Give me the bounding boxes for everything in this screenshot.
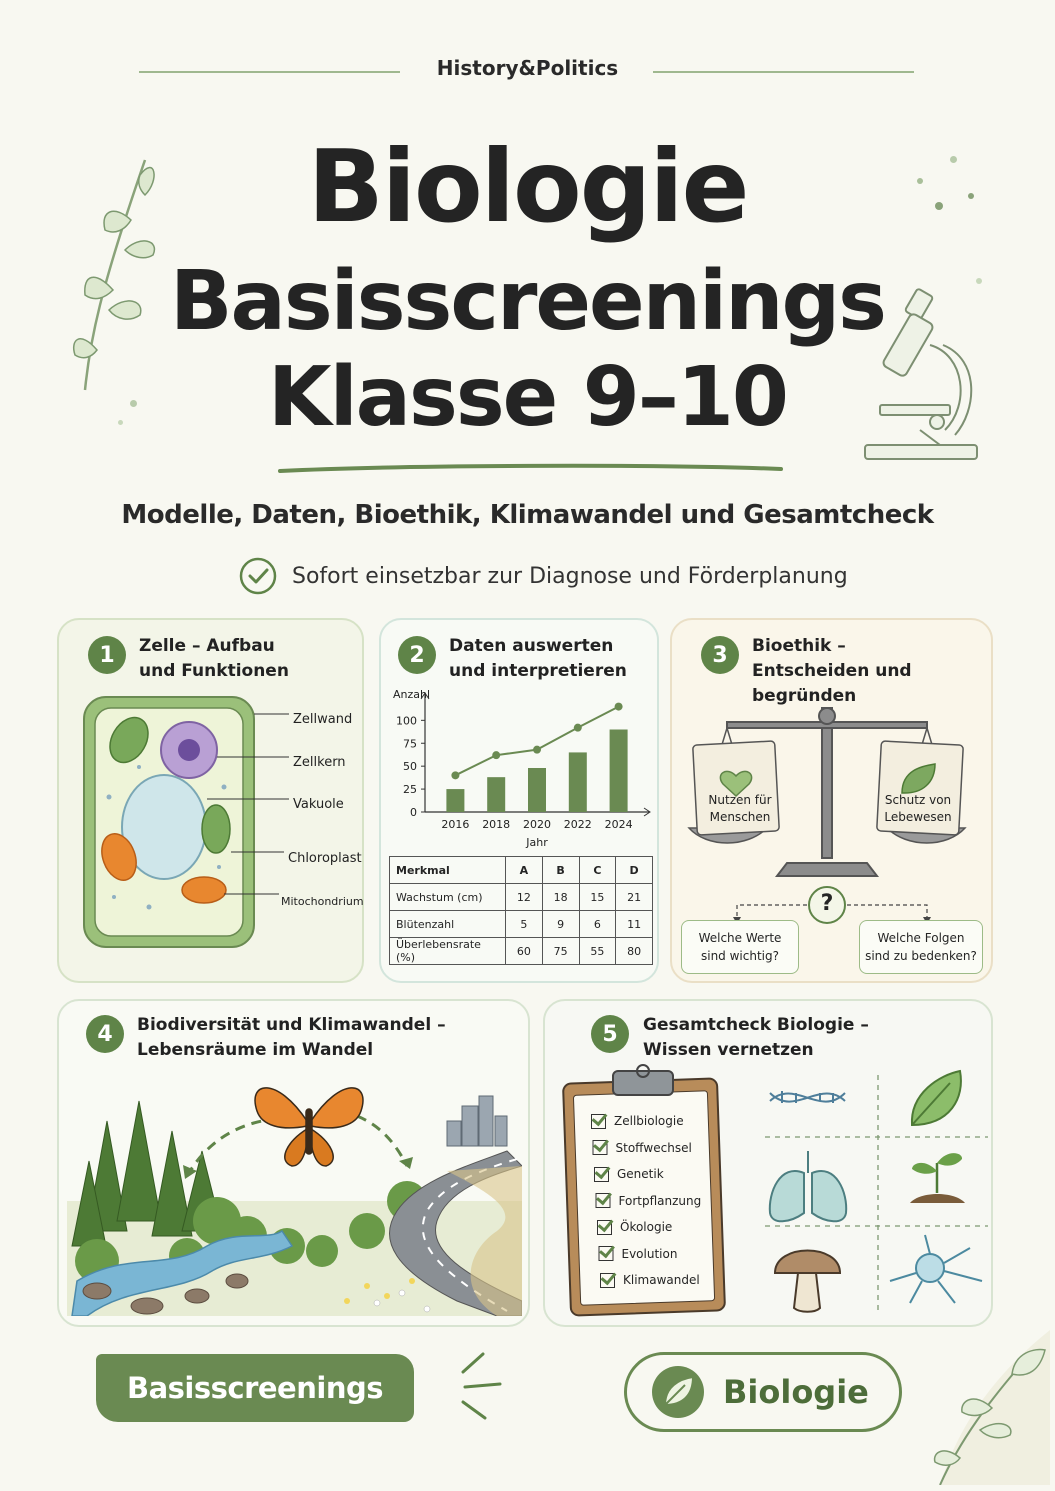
checklist-label: Zellbiologie (614, 1114, 684, 1129)
panel-title (449, 634, 627, 684)
chart-y-tick-label: 50 (403, 760, 417, 774)
chart-bar (528, 768, 546, 812)
check-circle-icon (238, 556, 278, 596)
checkbox-checked-icon (594, 1167, 609, 1182)
scale-left-line: Nutzen für (708, 793, 772, 807)
checklist-label: Evolution (621, 1246, 678, 1261)
table-cell: Überlebensrate (%) (390, 938, 506, 965)
table-header-cell: C (579, 857, 616, 884)
chart-bar (487, 777, 505, 812)
panel-title (139, 634, 289, 684)
table-header-row (390, 857, 653, 884)
chart-point (574, 724, 582, 732)
chart-line (451, 703, 622, 780)
table-header-cell: D (616, 857, 653, 884)
checklist-label: Ökologie (620, 1220, 673, 1235)
landscape-illustration (67, 1071, 522, 1316)
panel-bioethics (670, 618, 993, 983)
panel-number: 4 (86, 1015, 124, 1053)
scale-left-label (700, 792, 780, 826)
chart-point (615, 703, 623, 711)
panel-data (379, 618, 659, 983)
checklist-item (600, 1267, 706, 1294)
table-cell: 12 (506, 884, 543, 911)
checklist-label: Klimawandel (623, 1273, 700, 1288)
chart-y-label: Anzahl (393, 688, 431, 701)
table-cell: 60 (506, 938, 543, 965)
chart-x-tick-label: 2018 (482, 818, 511, 831)
panel-biodiversity (57, 999, 530, 1327)
title-underline (278, 462, 783, 476)
table-header-cell: B (542, 857, 579, 884)
checklist-item (593, 1135, 699, 1162)
chart-bar (446, 789, 464, 812)
checklist-label: Genetik (617, 1167, 664, 1182)
chart-point (492, 751, 500, 759)
table-row (390, 884, 653, 911)
table-header-cell: Merkmal (390, 857, 506, 884)
panel-title-line: Entscheiden und begründen (752, 661, 912, 706)
badge-biologie (624, 1352, 902, 1432)
chart-series-line (455, 707, 618, 776)
table-cell: 18 (542, 884, 579, 911)
chart-x-tick-label: 2016 (441, 818, 470, 831)
question-line: sind zu bedenken? (865, 949, 977, 963)
cell-label: Mitochondrium (281, 895, 364, 908)
table-header-cell: A (506, 857, 543, 884)
panel-title-line: Gesamtcheck Biologie – (643, 1015, 869, 1035)
checklist-item (594, 1161, 700, 1188)
title-line-2: Basisscreenings (169, 254, 885, 349)
table-cell: 75 (542, 938, 579, 965)
cell-label: Chloroplast (288, 851, 362, 866)
checklist-item (591, 1108, 697, 1135)
dna-icon (770, 1091, 845, 1103)
panel-title-line: und Funktionen (139, 661, 289, 681)
corner-branch-icon (900, 1330, 1050, 1485)
panel-title (137, 1013, 446, 1063)
table-cell: 15 (579, 884, 616, 911)
checkbox-checked-icon (596, 1193, 611, 1208)
seedling-icon (910, 1153, 965, 1203)
panel-cell (57, 618, 364, 983)
mushroom-icon (775, 1251, 840, 1312)
accent-lines-icon (455, 1352, 505, 1422)
chart-bars (446, 730, 627, 813)
chart-x-tick-label: 2020 (523, 818, 551, 831)
bar-line-chart (383, 684, 659, 854)
table-cell: 55 (579, 938, 616, 965)
panel-title-line: Lebensräume im Wandel (137, 1040, 374, 1060)
neuron-icon (890, 1235, 982, 1303)
chart-y-tick-label: 0 (410, 806, 417, 819)
cell-label: Vakuole (293, 797, 344, 812)
question-mark: ? (820, 891, 834, 916)
scale-left-line: Menschen (709, 810, 771, 824)
panel-title-line: Biodiversität und Klimawandel – (137, 1015, 446, 1035)
badge-biologie-label: Biologie (723, 1373, 869, 1411)
question-box-consequences (859, 920, 983, 974)
topic-checklist (591, 1108, 702, 1294)
brand-name: History&Politics (436, 56, 619, 80)
scale-right-line: Lebewesen (884, 810, 952, 824)
checkbox-checked-icon (597, 1220, 612, 1235)
chart-bar (610, 730, 628, 813)
question-box-values (681, 920, 799, 974)
table-cell: Blütenzahl (390, 911, 506, 938)
table-cell: Wachstum (cm) (390, 884, 506, 911)
cell-label: Zellkern (293, 755, 346, 770)
leaf-icon (912, 1071, 961, 1125)
chart-x-label: Jahr (526, 836, 548, 849)
checklist-label: Stoffwechsel (615, 1140, 692, 1155)
table-cell: 6 (579, 911, 616, 938)
chart-x-tick-label: 2024 (604, 818, 633, 831)
checkbox-checked-icon (599, 1246, 614, 1261)
question-line: sind wichtig? (700, 949, 779, 963)
chart-y-tick-label: 25 (403, 783, 417, 797)
cell-label: Zellwand (293, 712, 353, 727)
panel-title-line: Wissen vernetzen (643, 1040, 814, 1060)
tagline-row (238, 556, 848, 596)
scale-icon (687, 698, 977, 878)
chart-y-tick-label: 100 (396, 714, 417, 728)
chart-bar (569, 752, 587, 812)
butterfly-icon (255, 1088, 363, 1166)
question-line: Welche Folgen (877, 931, 965, 945)
table-cell: 11 (616, 911, 653, 938)
title-line-1: Biologie (307, 128, 748, 245)
chart-point (533, 746, 541, 754)
scale-right-label (878, 792, 958, 826)
icon-grid (760, 1063, 990, 1323)
data-table (389, 856, 653, 965)
checklist-label: Fortpflanzung (618, 1193, 702, 1208)
question-line: Welche Werte (698, 931, 782, 945)
table-cell: 5 (506, 911, 543, 938)
badge-basisscreenings: Basisscreenings (96, 1354, 414, 1422)
panel-title-line: Bioethik – (752, 636, 846, 656)
table-row (390, 911, 653, 938)
checklist-item (597, 1214, 703, 1241)
panel-number: 3 (701, 636, 739, 674)
panel-number: 5 (591, 1015, 629, 1053)
chart-point (451, 771, 459, 779)
table-cell: 21 (616, 884, 653, 911)
subtitle: Modelle, Daten, Bioethik, Klimawandel und Gesamtcheck (121, 500, 934, 530)
table-row (390, 938, 653, 965)
tagline: Sofort einsetzbar zur Diagnose und Förderplanung (292, 563, 848, 589)
panel-title-line: Zelle – Aufbau (139, 636, 275, 656)
chart-x-tick-label: 2022 (563, 818, 592, 831)
checklist-item (596, 1188, 702, 1215)
panel-overall-check (543, 999, 993, 1327)
checkbox-checked-icon (600, 1273, 615, 1288)
checklist-item (599, 1241, 705, 1268)
leaf-icon (651, 1365, 705, 1419)
checkbox-checked-icon (593, 1140, 608, 1155)
scale-right-line: Schutz von (884, 793, 952, 807)
panel-number: 1 (88, 636, 126, 674)
lungs-icon (770, 1151, 846, 1221)
plant-cell-icon (79, 692, 369, 954)
panel-title (643, 1013, 869, 1063)
table-cell: 9 (542, 911, 579, 938)
checkbox-checked-icon (591, 1114, 606, 1129)
panel-title-line: und interpretieren (449, 661, 627, 681)
title-line-3: Klasse 9–10 (268, 350, 787, 445)
chart-ticks (396, 714, 633, 831)
panel-title-line: Daten auswerten (449, 636, 614, 656)
table-cell: 80 (616, 938, 653, 965)
panel-number: 2 (398, 636, 436, 674)
chart-y-tick-label: 75 (403, 737, 417, 751)
